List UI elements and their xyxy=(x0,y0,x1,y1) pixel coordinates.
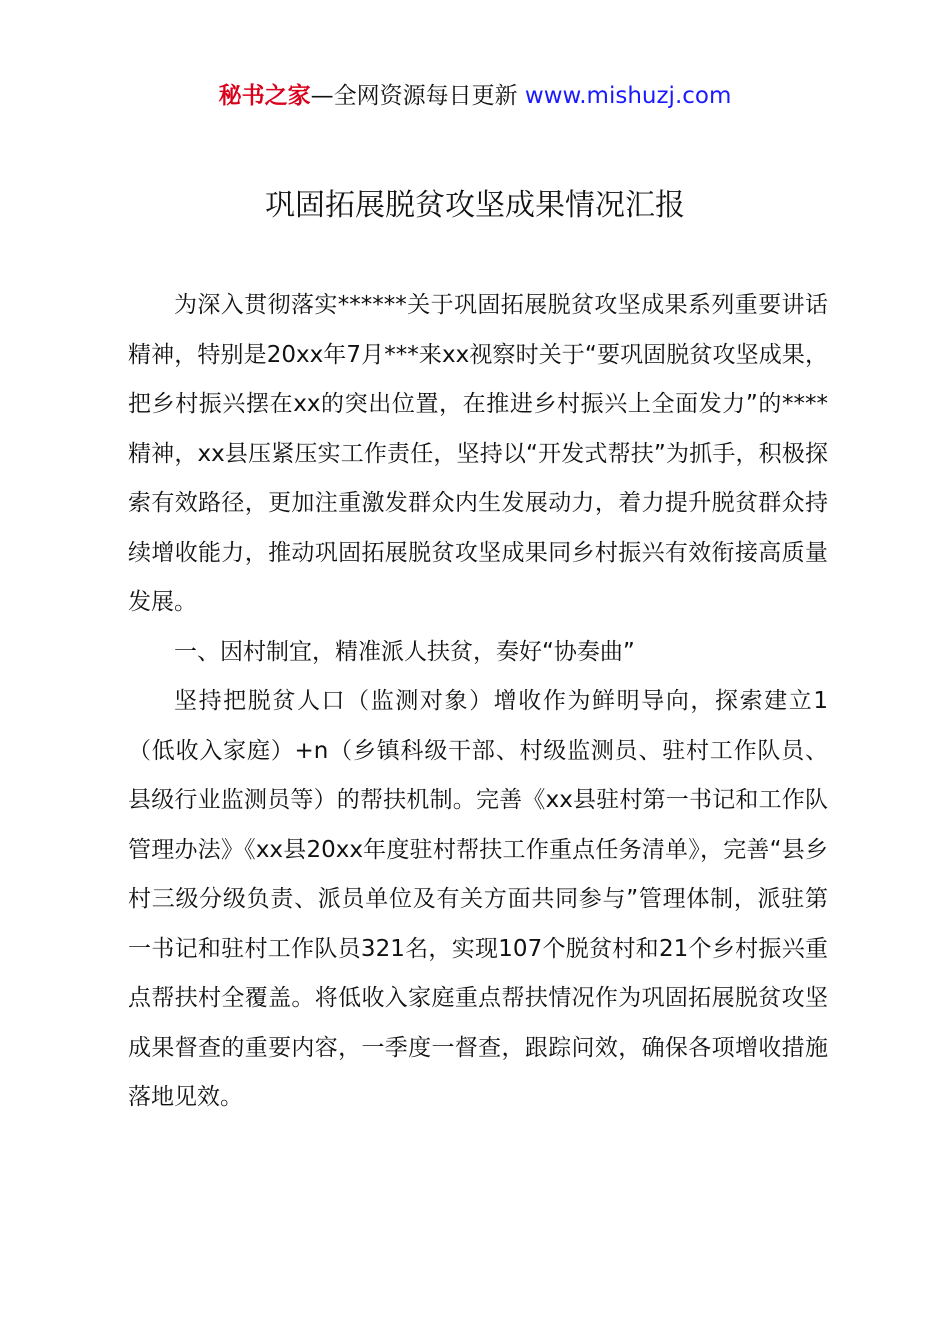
intro-paragraph: 为深入贯彻落实******关于巩固拓展脱贫攻坚成果系列重要讲话精神，特别是20xx年7月***来xx视察时关于“要巩固脱贫攻坚成果，把乡村振兴摆在xx的突出位置，在推进乡村振兴上全面发力”的****精神，xx县压紧压实工作责任，坚持以“开发式帮扶”为抓手，积极探索有效路径，更加注重激发群众内生发展动力，着力提升脱贫群众持续增收能力，推动巩固拓展脱贫攻坚成果同乡村振兴有效衔接高质量发展。 xyxy=(128,292,828,615)
section-1-heading: 一、因村制宜，精准派人扶贫，奏好“协奏曲” xyxy=(174,638,635,665)
brand-name: 秘书之家 xyxy=(218,83,311,109)
site-header xyxy=(0,80,950,112)
document-title: 巩固拓展脱贫攻坚成果情况汇报 xyxy=(265,188,685,223)
site-tagline: —全网资源每日更新 xyxy=(310,83,525,109)
site-url-link[interactable]: www.mishuzj.com xyxy=(524,83,732,109)
section-1-paragraph: 坚持把脱贫人口（监测对象）增收作为鲜明导向，探索建立1（低收入家庭）+n（乡镇科级干部、村级监测员、驻村工作队员、县级行业监测员等）的帮扶机制。完善《xx县驻村第一书记和工作队管理办法》《xx县20xx年度驻村帮扶工作重点任务清单》，完善“县乡村三级分级负责、派员单位及有关方面共同参与”管理体制，派驻第一书记和驻村工作队员321名，实现107个脱贫村和21个乡村振兴重点帮扶村全覆盖。将低收入家庭重点帮扶情况作为巩固拓展脱贫攻坚成果督查的重要内容，一季度一督查，跟踪问效，确保各项增收措施落地见效。 xyxy=(128,688,828,1110)
document-body xyxy=(128,281,828,1123)
